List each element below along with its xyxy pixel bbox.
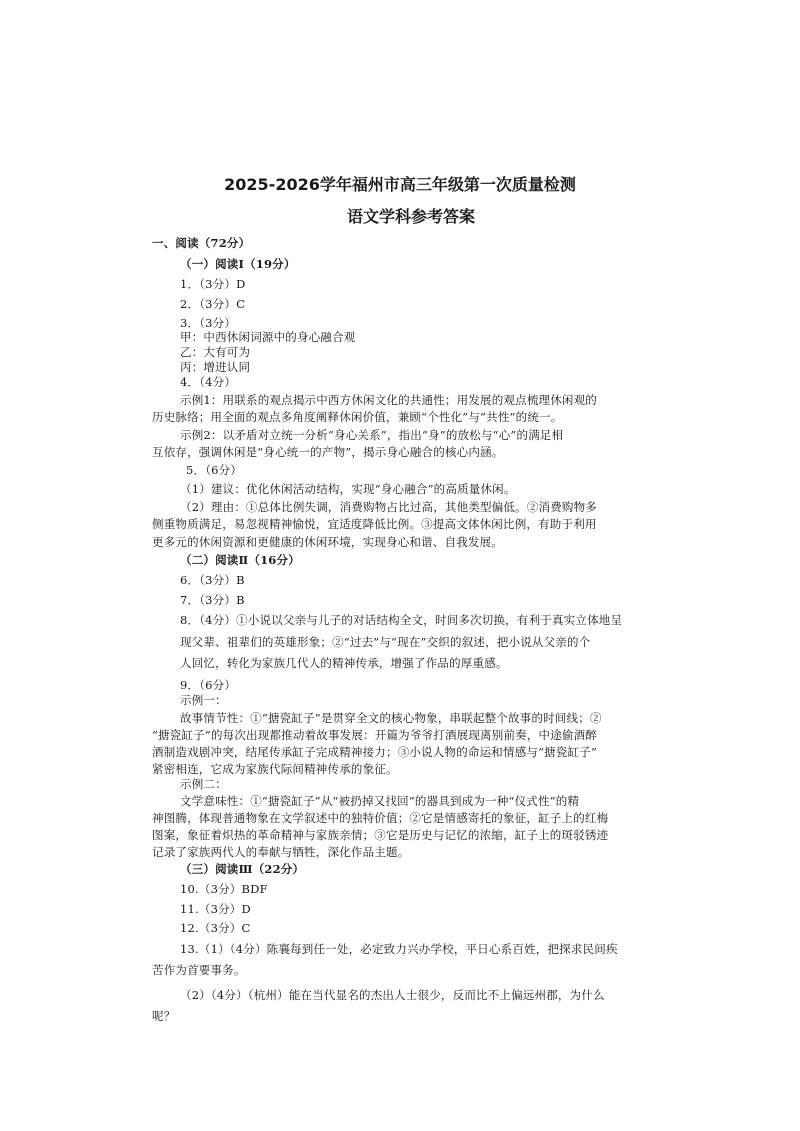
answer-line: 苦作为首要事务。 (152, 963, 246, 977)
answer-line: 文学意味性：①“搪瓷缸子”从“被扔掉又找回”的器具到成为一种“仪式性”的精 (180, 794, 580, 808)
answer-line: 4．（4分） (180, 375, 237, 389)
subsection-heading: （一）阅读Ⅰ（19分） (180, 257, 296, 271)
answer-line: 互依存，强调休闲是“身心统一的产物”，揭示身心融合的核心内涵。 (152, 445, 504, 459)
answer-line: 乙：大有可为 (180, 345, 251, 359)
answer-line: 侧重物质满足，易忽视精神愉悦，宜适度降低比例。③提高文体休闲比例，有助于利用 (152, 517, 597, 531)
answer-line: 10.（3分）BDF (180, 882, 268, 896)
answer-line: 13.（1）（4分）陈襄每到任一处，必定致力兴办学校，平日心系百姓，把探求民间疾 (180, 942, 618, 956)
answer-line: 示例二： (180, 777, 227, 791)
answer-line: 记录了家族两代人的奉献与牺牲，深化作品主题。 (152, 845, 410, 859)
answer-line: 历史脉络；用全面的观点多角度阐释休闲价值，兼顾“个性化”与“共性”的统一。 (152, 410, 563, 424)
answer-line: 12.（3分）C (180, 921, 251, 935)
document-title: 2025-2026学年福州市高三年级第一次质量检测 (224, 175, 576, 194)
subsection-heading: （三）阅读Ⅲ（22分） (180, 862, 305, 876)
answer-line: 示例2：以矛盾对立统一分析“身心关系”，指出“身”的放松与“心”的满足相 (180, 428, 564, 442)
answer-line: 丙：增进认同 (180, 360, 251, 374)
section-heading: 一、阅读（72分） (152, 236, 251, 250)
answer-line: 1．（3分）D (180, 277, 246, 291)
answer-line: 更多元的休闲资源和更健康的休闲环境，实现身心和谐、自我发展。 (152, 535, 503, 549)
answer-line: 甲：中西休闲词源中的身心融合观 (180, 330, 356, 344)
answer-line: 呢？ (152, 1009, 176, 1023)
answer-line: 示例1：用联系的观点揭示中西方休闲文化的共通性；用发展的观点梳理休闲观的 (180, 393, 598, 407)
answer-line: （2）（4分）（杭州）能在当代显名的杰出人士很少，反而比不上偏远州郡，为什么 (180, 988, 605, 1002)
answer-line: 2．（3分）C (180, 297, 246, 311)
answer-line: 图案，象征着炽热的革命精神与家族亲情；③它是历史与记忆的浓缩，缸子上的斑驳锈迹 (152, 828, 609, 842)
answer-line: 现父辈、祖辈们的英雄形象；②“过去”与“现在”交织的叙述，把小说从父亲的个 (180, 635, 591, 649)
answer-line: 神图腾，体现普通物象在文学叙述中的独特价值；②它是情感寄托的象征，缸子上的红梅 (152, 811, 609, 825)
answer-line: 5．（6分） (186, 463, 243, 477)
subsection-heading: （二）阅读Ⅱ（16分） (180, 553, 300, 567)
document-subtitle: 语文学科参考答案 (346, 207, 475, 226)
answer-line: （1）建议：优化休闲活动结构，实现“身心融合”的高质量休闲。 (180, 482, 516, 496)
answer-line: 酒制造戏剧冲突，结尾传承缸子完成精神接力；③小说人物的命运和情感与“搪瓷缸子” (152, 745, 598, 759)
answer-line: 3．（3分） (180, 316, 237, 330)
answer-line: 11.（3分）D (180, 902, 251, 916)
answer-line: “搪瓷缸子”的每次出现都推动着故事发展：开篇为爷爷打酒展现离别前奏，中途偷酒醉 (152, 728, 598, 742)
answer-line: 紧密相连，它成为家族代际间精神传承的象征。 (152, 762, 398, 776)
answer-line: 9．（6分） (180, 678, 237, 692)
answer-line: 6．（3分）B (180, 573, 245, 587)
answer-line: 故事情节性：①“搪瓷缸子”是贯穿全文的核心物象，串联起整个故事的时间线；② (180, 711, 602, 725)
answer-line: 8．（4分）①小说以父亲与儿子的对话结构全文，时间多次切换，有利于真实立体地呈 (180, 613, 623, 627)
answer-line: （2）理由：①总体比例失调，消费购物占比过高，其他类型偏低。②消费购物多 (180, 500, 598, 514)
answer-line: 人回忆，转化为家族几代人的精神传承，增强了作品的厚重感。 (180, 656, 508, 670)
answer-line: 示例一： (180, 693, 227, 707)
answer-line: 7．（3分）B (180, 593, 245, 607)
